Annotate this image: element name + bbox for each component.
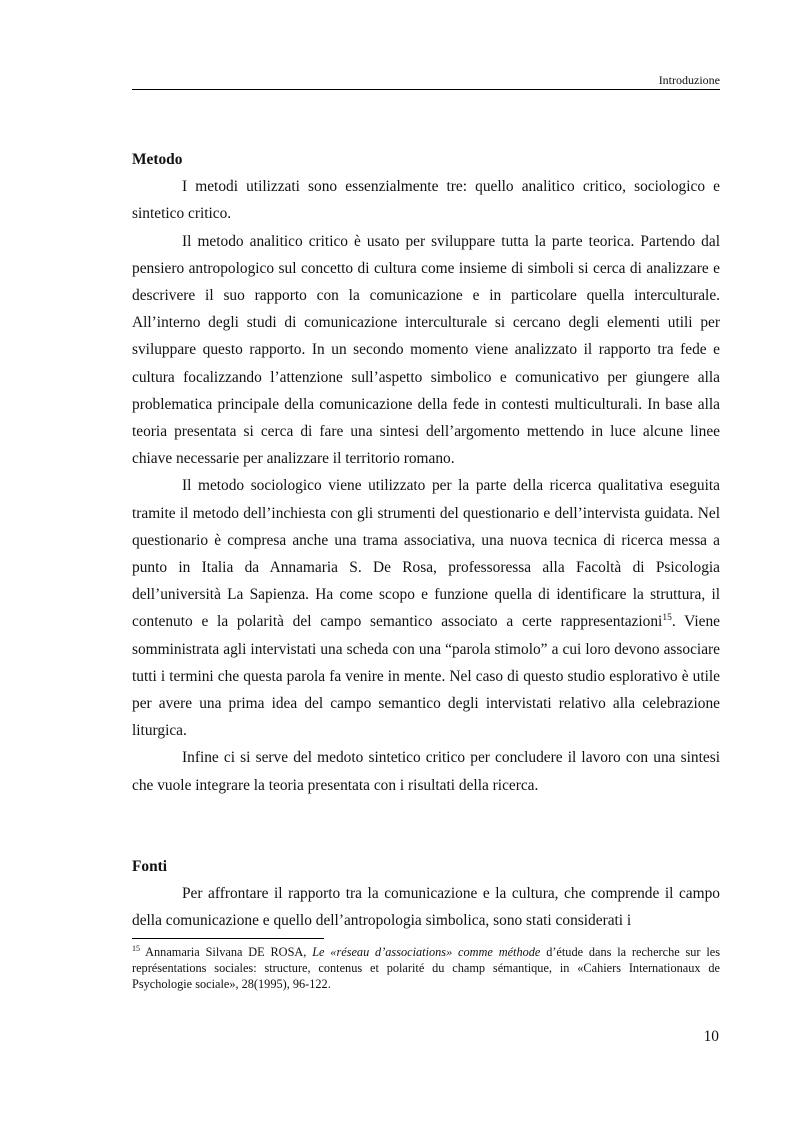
footnote-author: Annamaria Silvana DE ROSA,	[145, 945, 307, 960]
header-title: Introduzione	[658, 73, 720, 87]
paragraph	[132, 472, 720, 744]
section-spacer	[132, 799, 720, 853]
footnote-title: Le «réseau d’associations» comme méthode	[312, 945, 541, 960]
section-heading-fonti: Fonti	[132, 857, 168, 875]
paragraph: Il metodo analitico critico è usato per sviluppare tutta la parte teorica. Partendo dal pensiero antropologico sul concetto di cultura come insieme di simboli si cerca di analizzare e descrivere il suo rapporto con la comunicazione e in particolare quella interculturale. All’interno degli studi di comunicazione interculturale si cercano degli elementi utili per sviluppare questo rapporto. In un secondo momento viene analizzato il rapporto tra fede e cultura focalizzando l’attenzione sull’aspetto simbolico e comunicativo per giungere alla problematica principale della comunicazione della fede in contesti multiculturali. In base alla teoria presentata si cerca di fare una sintesi dell’argomento mettendo in luce alcune linee chiave necessarie per analizzare il territorio romano.	[132, 232, 720, 468]
footnote-rest: d’étude dans la recherche sur les représentations sociales: structure, contenus et polarité du champ sémantique, in «Cahiers Internationaux de Psychologie sociale», 28(1995), 96-122.	[132, 945, 721, 991]
footnote-divider	[132, 938, 324, 939]
footnote-reference[interactable]: 15	[662, 613, 672, 624]
footnote	[132, 941, 720, 992]
footnote-number: 15	[132, 944, 140, 953]
section-heading-metodo: Metodo	[132, 151, 183, 168]
page-body	[132, 146, 720, 934]
paragraph: Per affrontare il rapporto tra la comunicazione e la cultura, che comprende il campo della comunicazione e quello dell’antropologia simbolica, sono stati considerati i	[132, 885, 720, 930]
paragraph: Infine ci si serve del medoto sintetico critico per concludere il lavoro con una sintesi che vuole integrare la teoria presentata con i risultati della ricerca.	[132, 749, 720, 794]
paragraph: I metodi utilizzati sono essenzialmente tre: quello analitico critico, sociologico e sintetico critico.	[132, 178, 720, 223]
paragraph-text: Il metodo sociologico viene utilizzato per la parte della ricerca qualitativa eseguita tramite il metodo dell’inchiesta con gli strumenti del questionario e dell’intervista guidata. Nel questionario è compresa anche una trama associativa, una nuova tecnica di ricerca messa a punto in Italia da Annamaria S. De Rosa, professoressa alla Facoltà di Psicologia dell’università La Sapienza. Ha come scopo e funzione quella di identificare la struttura, il contenuto e la polarità del campo semantico associato a certe rappresentazioni	[132, 477, 720, 631]
running-header	[132, 74, 720, 90]
page-number: 10	[703, 1028, 719, 1045]
paragraph-text: . Viene somministrata agli intervistati una scheda con una “parola stimolo” a cui loro devono associare tutti i termini che questa parola fa venire in mente. Nel caso di questo studio esplorativo è utile per avere una prima idea del campo semantico degli intervistati relativo alla celebrazione liturgica.	[132, 613, 720, 740]
